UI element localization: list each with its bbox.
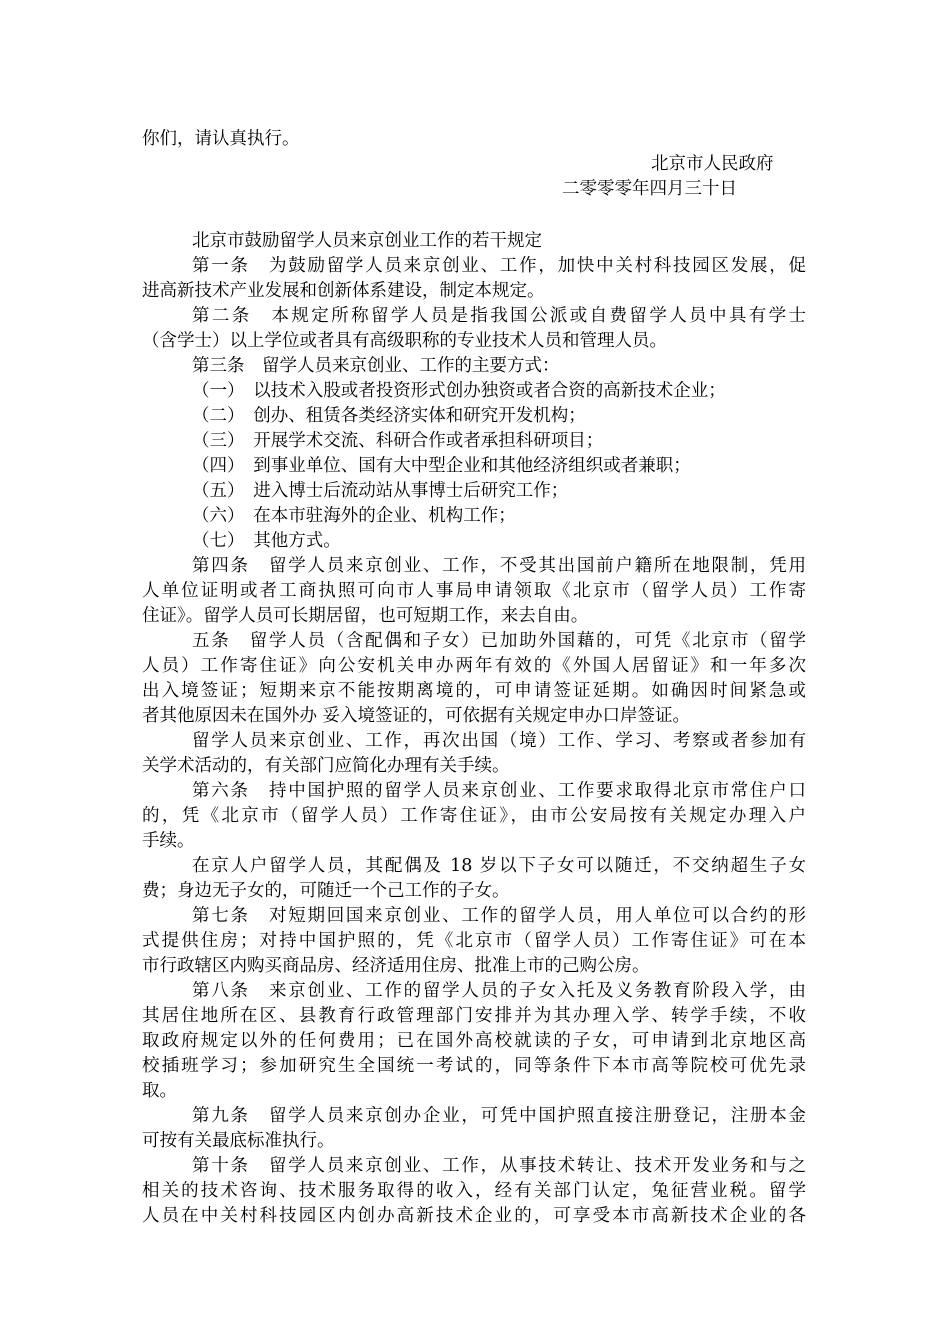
issuer-name: 北京市人民政府	[651, 154, 774, 174]
text-line: 人员在中关村科技园区内创办高新技术企业的，可享受本市高新技术企业的各	[142, 1206, 806, 1226]
text-line: 第三条 留学人员来京创业、工作的主要方式：	[192, 356, 560, 376]
text-line: 取。	[142, 1081, 177, 1101]
text-line: 的，凭《北京市（留学人员）工作寄住证》，由市公安局按有关规定办理入户	[142, 806, 806, 826]
text-line: 第一条 为鼓励留学人员来京创业、工作，加快中关村科技园区发展，促	[192, 256, 806, 276]
document-title: 北京市鼓励留学人员来京创业工作的若干规定	[192, 231, 542, 251]
text-line: 取政府规定以外的任何费用；已在国外高校就读的子女，可申请到北京地区高	[142, 1031, 806, 1051]
text-line: 关学术活动的，有关部门应简化办理有关手续。	[142, 756, 510, 776]
list-item: （一） 以技术入股或者投资形式创办独资或者合资的高新技术企业；	[192, 381, 726, 401]
list-item: （四） 到事业单位、国有大中型企业和其他经济组织或者兼职；	[192, 456, 691, 476]
text-line: 手续。	[142, 831, 195, 851]
text-line: 者其他原因未在国外办 妥入境签证的，可依据有关规定申办口岸签证。	[142, 706, 691, 726]
text-line: 出入境签证；短期来京不能按期离境的，可申请签证延期。如确因时间紧急或	[142, 681, 806, 701]
text-line: 可按有关最底标准执行。	[142, 1131, 335, 1151]
list-item: （六） 在本市驻海外的企业、机构工作；	[192, 506, 516, 526]
text-line: 第四条 留学人员来京创业、工作，不受其出国前户籍所在地限制，凭用	[192, 556, 806, 576]
closing-line: 你们，请认真执行。	[142, 129, 300, 149]
list-item: （七） 其他方式。	[192, 531, 341, 551]
text-line: 第六条 持中国护照的留学人员来京创业、工作要求取得北京市常住户口	[192, 781, 806, 801]
text-line: 五条 留学人员（含配偶和子女）已加助外国藉的，可凭《北京市（留学	[192, 631, 806, 651]
list-item: （三） 开展学术交流、科研合作或者承担科研项目；	[192, 431, 604, 451]
text-line: 人单位证明或者工商执照可向市人事局申请领取《北京市（留学人员）工作寄	[142, 581, 806, 601]
text-line: 在京人户留学人员，其配偶及 18 岁以下子女可以随迁，不交纳超生子女	[192, 856, 806, 876]
text-line: 式提供住房；对持中国护照的，凭《北京市（留学人员）工作寄住证》可在本	[142, 931, 806, 951]
text-line: 相关的技术咨询、技术服务取得的收入，经有关部门认定，兔征营业税。留学	[142, 1181, 806, 1201]
text-line: 第八条 来京创业、工作的留学人员的子女入托及义务教育阶段入学，由	[192, 981, 806, 1001]
text-line: 第二条 本规定所称留学人员是指我国公派或自费留学人员中具有学士	[192, 306, 806, 326]
text-line: 市行政辖区内购买商品房、经济适用住房、批准上市的己购公房。	[142, 956, 650, 976]
text-line: 第九条 留学人员来京创办企业，可凭中国护照直接注册登记，注册本金	[192, 1106, 806, 1126]
text-line: 住证》。留学人员可长期居留，也可短期工作，来去自由。	[142, 606, 589, 626]
issue-date: 二零零零年四月三十日	[562, 179, 737, 199]
text-line: 其居住地所在区、县教育行政管理部门安排并为其办理入学、转学手续，不收	[142, 1006, 806, 1026]
text-line: 第七条 对短期回国来京创业、工作的留学人员，用人单位可以合约的形	[192, 906, 806, 926]
text-line: 人员）工作寄住证》向公安机关申办两年有效的《外国人居留证》和一年多次	[142, 656, 806, 676]
text-line: 留学人员来京创业、工作，再次出国（境）工作、学习、考察或者参加有	[192, 731, 806, 751]
text-line: 费；身边无子女的，可随迁一个己工作的子女。	[142, 881, 510, 901]
list-item: （五） 进入博士后流动站从事博士后研究工作；	[192, 481, 569, 501]
text-line: 校插班学习；参加研究生全国统一考试的，同等条件下本市高等院校可优先录	[142, 1056, 806, 1076]
list-item: （二） 创办、租赁各类经济实体和研究开发机构；	[192, 406, 586, 426]
text-line: 进高新技术产业发展和创新体系建设，制定本规定。	[142, 281, 545, 301]
text-line: 第十条 留学人员来京创业、工作，从事技术转让、技术开发业务和与之	[192, 1156, 806, 1176]
text-line: （含学士）以上学位或者具有高级职称的专业技术人员和管理人员。	[142, 331, 667, 351]
